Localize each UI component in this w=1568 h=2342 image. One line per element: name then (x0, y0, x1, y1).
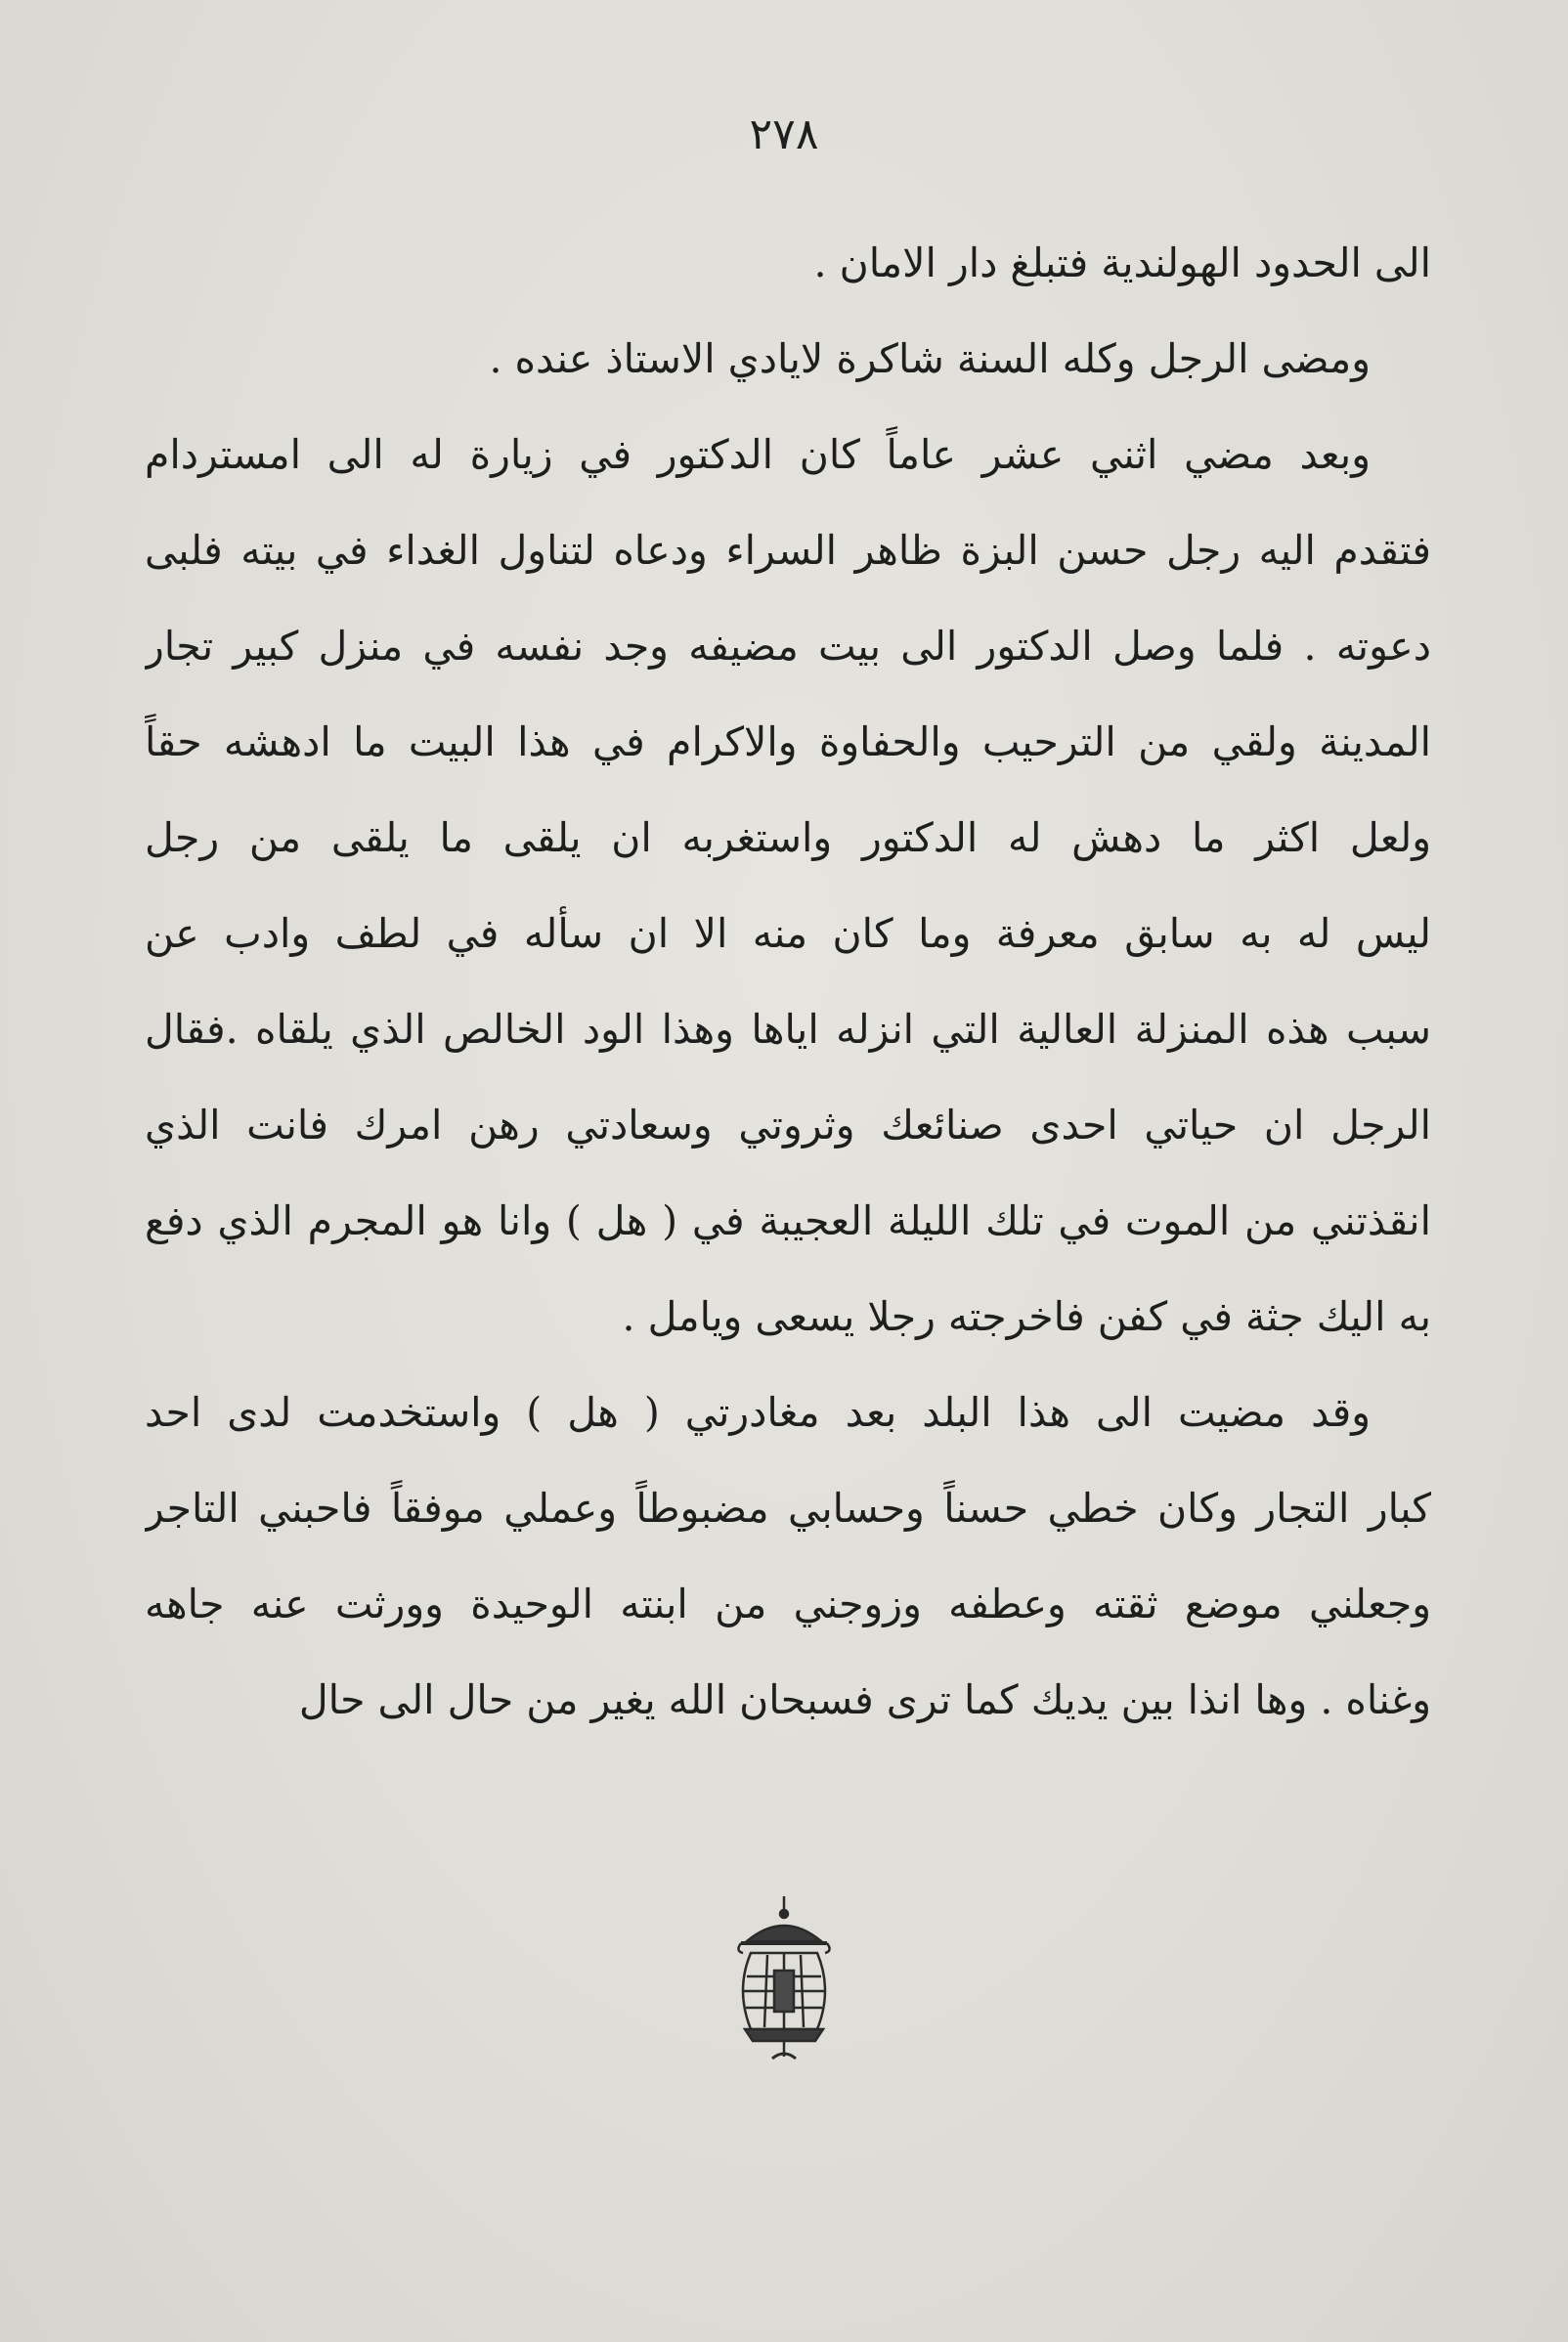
text-block (145, 215, 1431, 1748)
text-line: ومضى الرجل وكله السنة شاكرة لايادي الاستاذ عنده . (489, 335, 1371, 382)
text-line: فتقدم اليه رجل حسن البزة ظاهر السراء ودعاه لتناول الغداء في بيته فلبى (145, 527, 1431, 574)
text-line: ليس له به سابق معرفة وما كان منه الا ان سأله في لطف وادب عن (145, 910, 1431, 957)
text-line: وبعد مضي اثني عشر عاماً كان الدكتور في زيارة له الى امستردام (145, 431, 1371, 478)
text-line: وغناه . وها انذا بين يديك كما ترى فسبحان الله يغير من حال الى حال (298, 1676, 1431, 1723)
text-line: الى الحدود الهولندية فتبلغ دار الامان . (813, 239, 1431, 286)
text-line: انقذتني من الموت في تلك الليلة العجيبة في ( هل ) وانا هو المجرم الذي دفع (145, 1197, 1431, 1244)
text-line: وقد مضيت الى هذا البلد بعد مغادرتي ( هل ) واستخدمت لدى احد (145, 1389, 1371, 1436)
text-line: المدينة ولقي من الترحيب والحفاوة والاكرام في هذا البيت ما ادهشه حقاً (145, 718, 1431, 765)
lantern-ornament-icon (725, 1892, 843, 2064)
page-number: ٢٧٨ (749, 109, 819, 159)
text-line: به اليك جثة في كفن فاخرجته رجلا يسعى ويامل . (622, 1293, 1431, 1340)
text-line: سبب هذه المنزلة العالية التي انزله اياها وهذا الود الخالص الذي يلقاه .فقال (145, 1006, 1431, 1053)
text-line: ولعل اكثر ما دهش له الدكتور واستغربه ان يلقى ما يلقى من رجل (145, 814, 1431, 861)
text-line: الرجل ان حياتي احدى صنائعك وثروتي وسعادتي رهن امرك فانت الذي (145, 1102, 1431, 1149)
text-line: دعوته . فلما وصل الدكتور الى بيت مضيفه وجد نفسه في منزل كبير تجار (145, 623, 1431, 670)
text-line: كبار التجار وكان خطي حسناً وحسابي مضبوطاً وعملي موفقاً فاحبني التاجر (145, 1485, 1431, 1532)
text-line: وجعلني موضع ثقته وعطفه وزوجني من ابنته الوحيدة وورثت عنه جاهه (145, 1581, 1431, 1627)
